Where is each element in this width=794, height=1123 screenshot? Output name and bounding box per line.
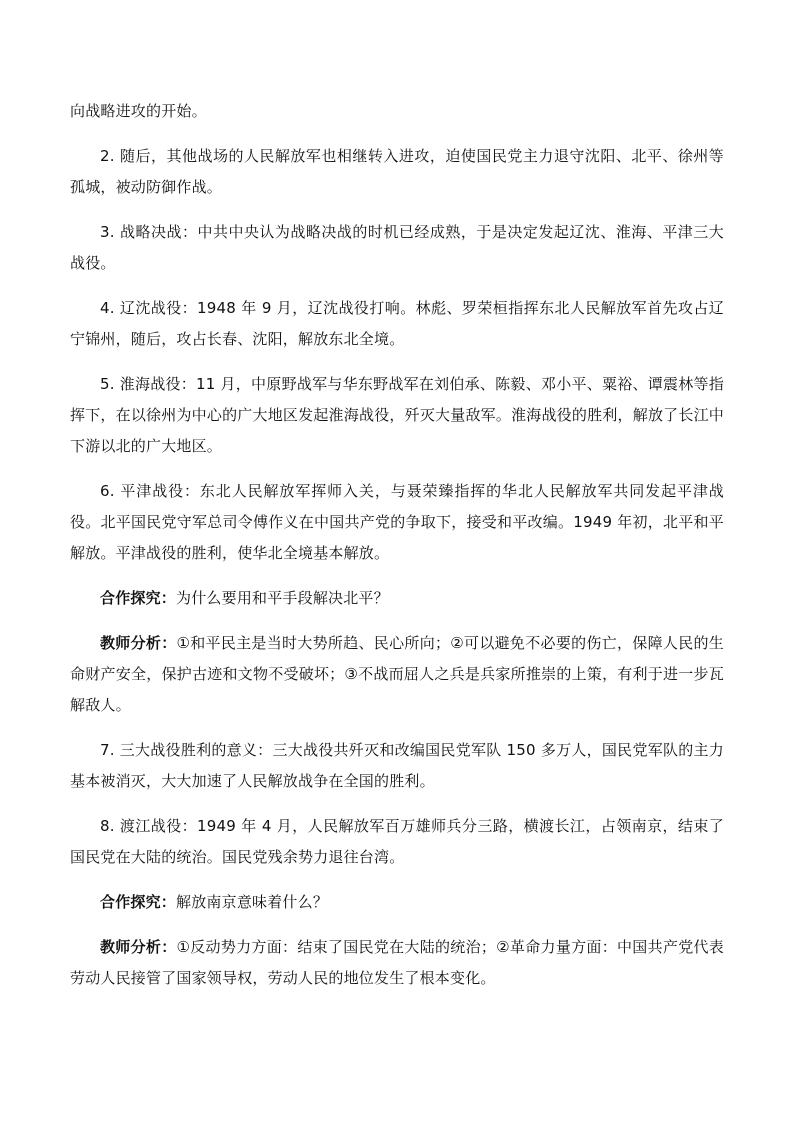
paragraph-item-5 bbox=[70, 369, 724, 462]
paragraph-item-6 bbox=[70, 476, 724, 569]
paragraph-inquiry-2 bbox=[70, 887, 724, 918]
paragraph-continuation bbox=[70, 96, 724, 127]
paragraph-text: 3. 战略决战：中共中央认为战略决战的时机已经成熟，于是决定发起辽沈、淮海、平津三大战役。 bbox=[70, 223, 724, 272]
paragraph-text: 8. 渡江战役：1949 年 4 月，人民解放军百万雄师兵分三路，横渡长江，占领南京，结束了国民党在大陆的统治。国民党残余势力退往台湾。 bbox=[70, 817, 724, 866]
analysis-label: 教师分析： bbox=[100, 634, 177, 652]
paragraph-text: 2. 随后，其他战场的人民解放军也相继转入进攻，迫使国民党主力退守沈阳、北平、徐州等孤城，被动防御作战。 bbox=[70, 147, 724, 196]
paragraph-text: 为什么要用和平手段解决北平？ bbox=[176, 589, 389, 607]
paragraph-item-8 bbox=[70, 811, 724, 873]
paragraph-text: 6. 平津战役：东北人民解放军挥师入关，与聂荣臻指挥的华北人民解放军共同发起平津战役。北平国民党守军总司令傅作义在中国共产党的争取下，接受和平改编。1949 年初，北平和平解放。平津战役的胜利，使华北全境基本解放。 bbox=[70, 482, 724, 562]
paragraph-text: 向战略进攻的开始。 bbox=[70, 102, 207, 120]
paragraph-inquiry-1 bbox=[70, 583, 724, 614]
paragraph-text: ①反动势力方面：结束了国民党在大陆的统治；②革命力量方面：中国共产党代表劳动人民接管了国家领导权，劳动人民的地位发生了根本变化。 bbox=[70, 938, 724, 987]
paragraph-text: 4. 辽沈战役：1948 年 9 月，辽沈战役打响。林彪、罗荣桓指挥东北人民解放军首先攻占辽宁锦州，随后，攻占长春、沈阳，解放东北全境。 bbox=[70, 299, 724, 348]
paragraph-text: 7. 三大战役胜利的意义：三大战役共歼灭和改编国民党军队 150 多万人，国民党军队的主力基本被消灭，大大加速了人民解放战争在全国的胜利。 bbox=[70, 741, 724, 790]
paragraph-item-4 bbox=[70, 293, 724, 355]
paragraph-item-7 bbox=[70, 735, 724, 797]
paragraph-analysis-1 bbox=[70, 628, 724, 721]
inquiry-label: 合作探究： bbox=[100, 893, 177, 911]
document-body bbox=[70, 96, 724, 1008]
paragraph-item-3 bbox=[70, 217, 724, 279]
analysis-label: 教师分析： bbox=[100, 938, 177, 956]
paragraph-text: ①和平民主是当时大势所趋、民心所向；②可以避免不必要的伤亡，保障人民的生命财产安全，保护古迹和文物不受破坏；③不战而屈人之兵是兵家所推崇的上策，有利于进一步瓦解敌人。 bbox=[70, 634, 724, 714]
inquiry-label: 合作探究： bbox=[100, 589, 177, 607]
paragraph-analysis-2 bbox=[70, 932, 724, 994]
paragraph-text: 5. 淮海战役：11 月，中原野战军与华东野战军在刘伯承、陈毅、邓小平、粟裕、谭震林等指挥下，在以徐州为中心的广大地区发起淮海战役，歼灭大量敌军。淮海战役的胜利，解放了长江中下游以北的广大地区。 bbox=[70, 375, 724, 455]
paragraph-item-2 bbox=[70, 141, 724, 203]
paragraph-text: 解放南京意味着什么？ bbox=[176, 893, 329, 911]
